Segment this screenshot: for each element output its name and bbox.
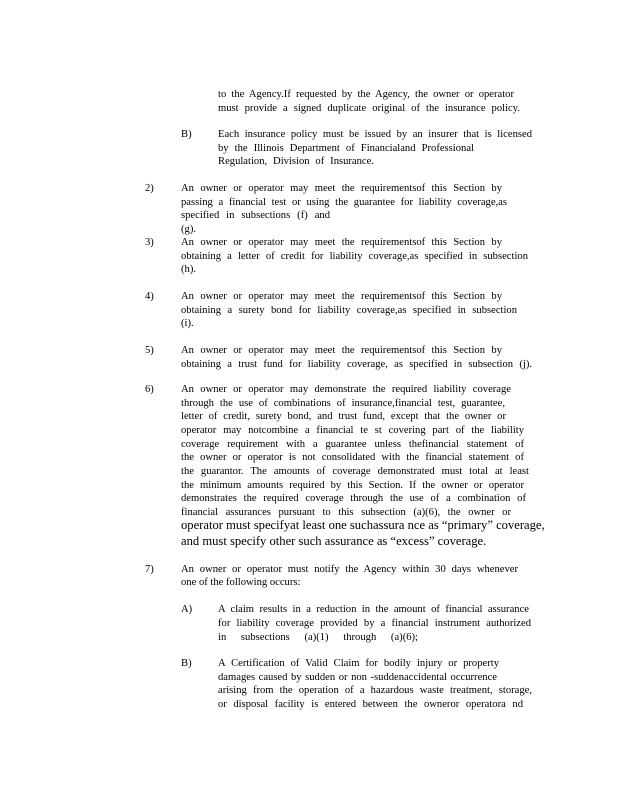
text-line: the minimum amounts required by this Section. If the owner or operator — [181, 480, 524, 491]
text-line: Each insurance policy must be issued by an insurer that is licensed — [218, 129, 532, 140]
text-line: operator must specifyat least one suchassura nce as “primary” coverage, — [181, 518, 545, 532]
item-marker: B) — [181, 129, 192, 140]
text-line: one of the following occurs: — [181, 577, 301, 588]
text-line: obtaining a letter of credit for liability coverage,as specified in subsection — [181, 251, 528, 262]
text-line: to the Agency.If requested by the Agency, the owner or operator — [218, 89, 514, 100]
text-line: specified in subsections (f) and (g). — [181, 210, 330, 235]
item-marker: 2) — [145, 183, 154, 194]
text-line: obtaining a trust fund for liability coverage, as specified in subsection (j). — [181, 359, 532, 370]
text-line: financial assurances pursuant to this subsection (a)(6), the owner or — [181, 507, 511, 518]
text-line: An owner or operator may meet the requirementsof this Section by — [181, 237, 502, 248]
text-line: (i). — [181, 318, 194, 329]
text-line: and must specify other such assurance as “excess” coverage. — [181, 534, 487, 548]
item-marker: B) — [181, 658, 192, 669]
text-line: A Certification of Valid Claim for bodily injury or property — [218, 658, 499, 669]
text-line: (h). — [181, 264, 197, 275]
text-line: obtaining a surety bond for liability coverage,as specified in subsection — [181, 305, 517, 316]
text-line: An owner or operator must notify the Agency within 30 days whenever — [181, 564, 518, 575]
text-line: through the use of combinations of insurance,financial test, guarantee, — [181, 398, 505, 409]
item-marker: 5) — [145, 345, 154, 356]
text-line: in subsections (a)(1) through (a)(6); — [218, 632, 418, 643]
text-line: by the Illinois Department of Financialand Professional — [218, 143, 474, 154]
text-line: An owner or operator may demonstrate the required liability coverage — [181, 384, 511, 395]
item-marker: 6) — [145, 384, 154, 395]
text-line: the guarantor. The amounts of coverage demonstrated must total at least — [181, 466, 529, 477]
text-line: or disposal facility is entered between the owneror operatora nd — [218, 699, 523, 710]
text-line: damages caused by sudden or non -suddenaccidental occurrence — [218, 672, 497, 683]
text-line: An owner or operator may meet the requirementsof this Section by — [181, 345, 502, 356]
text-line: letter of credit, surety bond, and trust fund, except that the owner or — [181, 411, 506, 422]
text-line: coverage requirement with a guarantee unless thefinancial statement of — [181, 439, 524, 450]
item-marker: 3) — [145, 237, 154, 248]
text-line: operator may notcombine a financial te st covering part of the liability — [181, 425, 524, 436]
item-marker: A) — [181, 604, 193, 615]
item-marker: 4) — [145, 291, 154, 302]
text-line: arising from the operation of a hazardous waste treatment, storage, — [218, 685, 532, 696]
text-line: A claim results in a reduction in the amount of financial assurance — [218, 604, 529, 615]
text-line: passing a financial test or using the guarantee for liability coverage,as — [181, 197, 507, 208]
text-line: for liability coverage provided by a financial instrument authorized — [218, 618, 531, 629]
text-line: An owner or operator may meet the requirementsof this Section by — [181, 183, 502, 194]
text-line: the owner or operator is not consolidated with the financial statement of — [181, 452, 524, 463]
text-line: An owner or operator may meet the requirementsof this Section by — [181, 291, 502, 302]
text-line: Regulation, Division of Insurance. — [218, 156, 374, 167]
text-line: demonstrates the required coverage through the use of a combination of — [181, 493, 526, 504]
text-line: must provide a signed duplicate original of the insurance policy. — [218, 103, 520, 114]
item-marker: 7) — [145, 564, 154, 575]
